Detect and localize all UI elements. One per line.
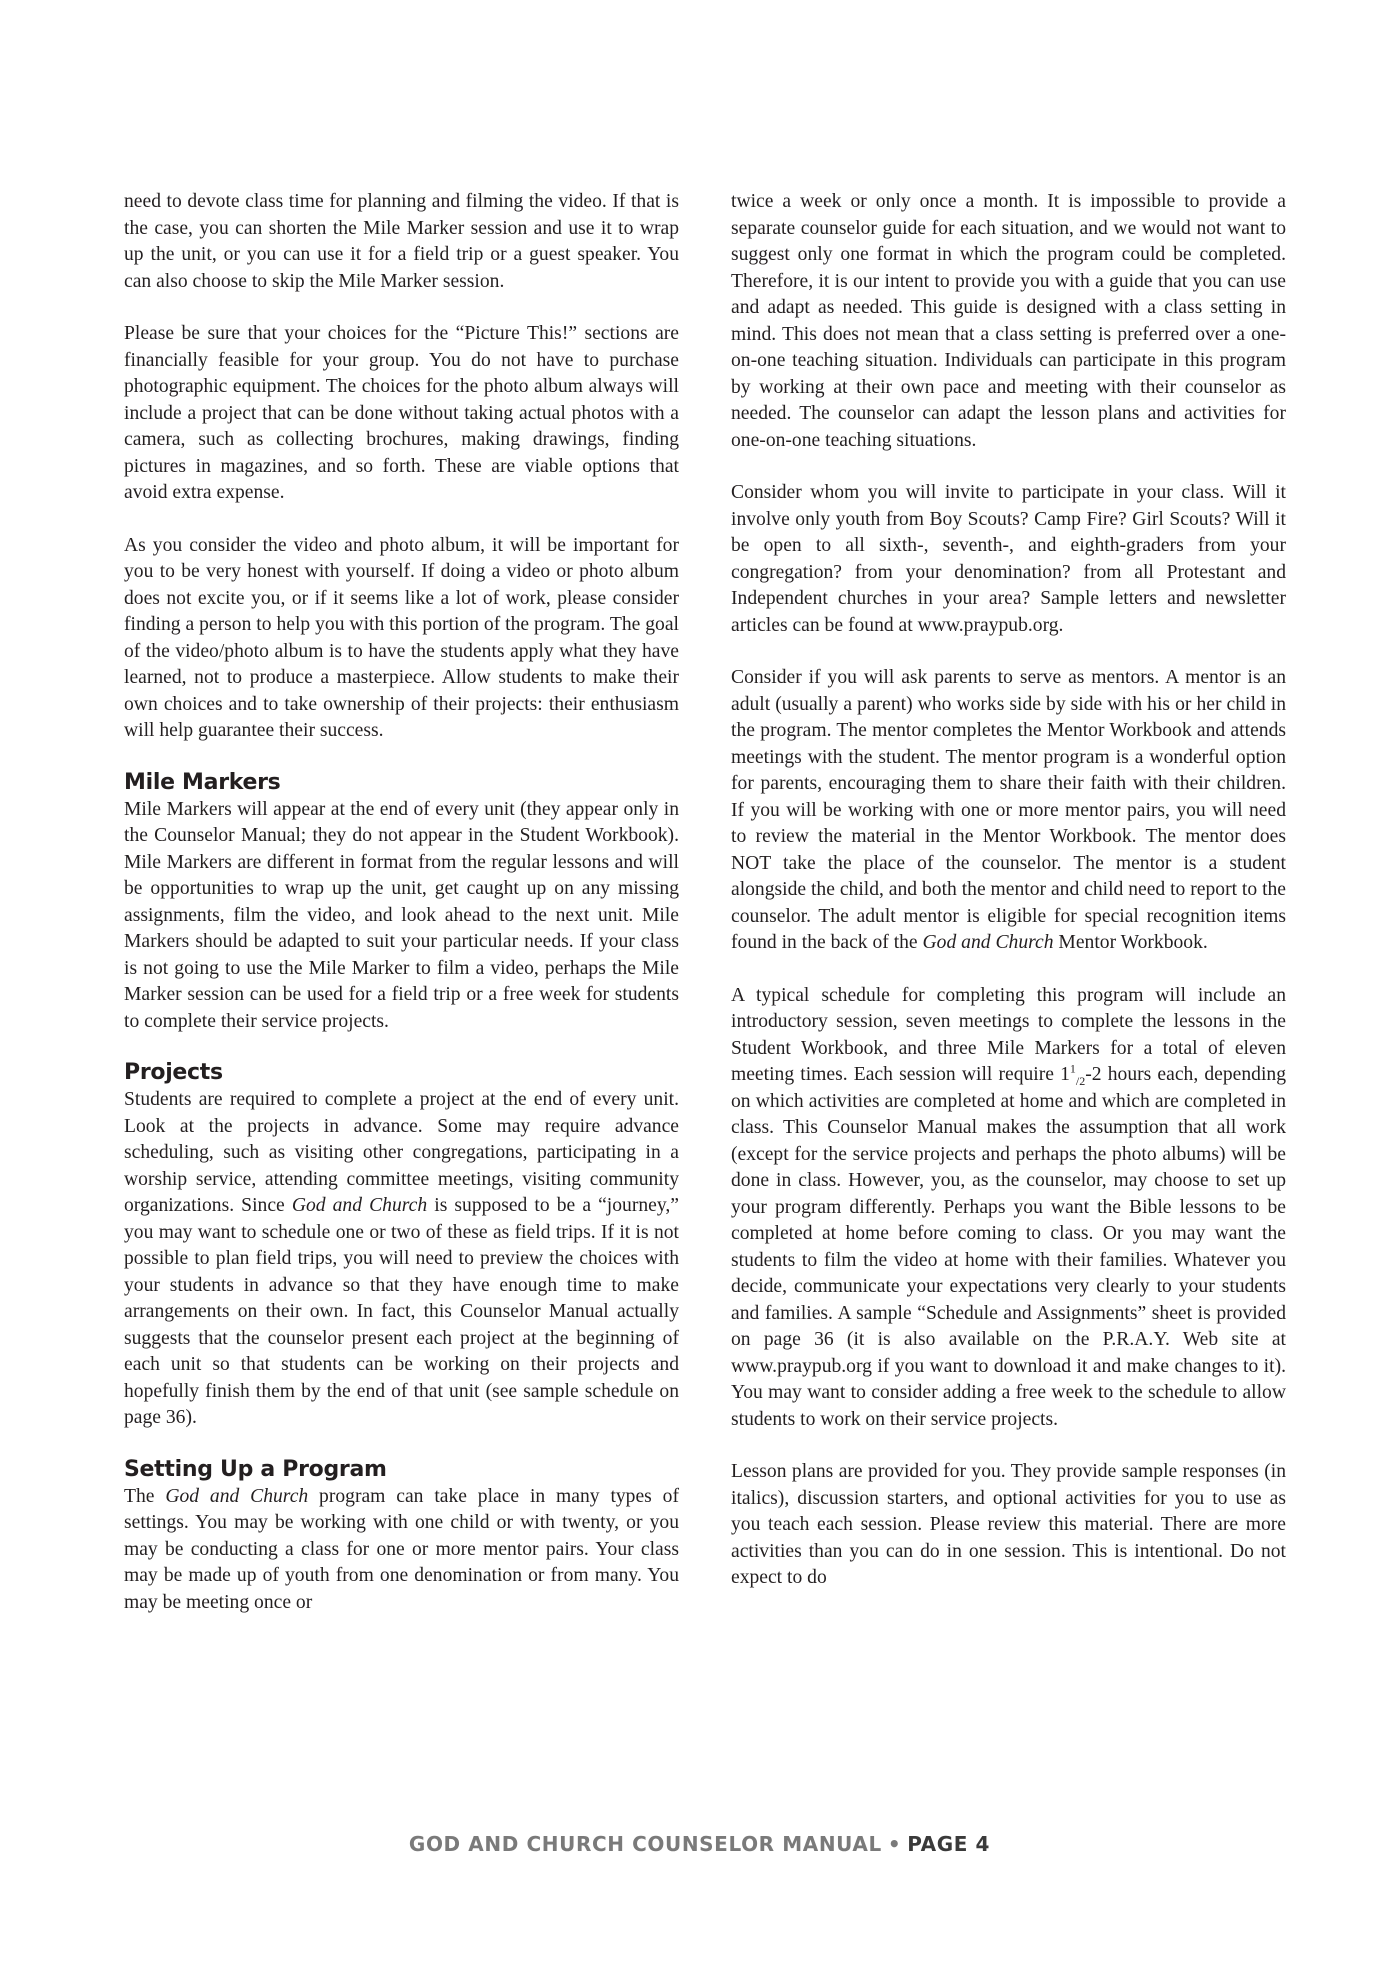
left-column: [124, 189, 679, 1616]
paragraph: As you consider the video and photo album, it will be important for you to be very honest with yourself. If doing a video or photo album does not excite you, or if it seems like a lot of work, please consider finding a person to help you with this portion of the program. The goal of the video/photo album is to have the students apply what they have learned, not to produce a masterpiece. Allow students to make their own choices and to take ownership of their projects: their enthusiasm will help guarantee their success.: [124, 534, 679, 741]
paragraph: need to devote class time for planning and filming the video. If that is the case, you can shorten the Mile Marker session and use it to wrap up the unit, or you can use it for a field trip or a guest speaker. You can also choose to skip the Mile Marker session.: [124, 191, 679, 292]
paragraph: Lesson plans are provided for you. They provide sample responses (in italics), discussion starters, and optional activities for you to use as you teach each session. Please review this material. There are more activities than you can do in one session. This is intentional. Do not expect to do: [731, 1461, 1286, 1588]
text-run: Consider if you will ask parents to serve as mentors. A mentor is an adult (usually a parent) who works side by side with his or her child in the program. The mentor completes the Mentor Workbook and attends meetings with the student. The mentor program is a wonderful option for parents, encouraging them to share their faith with their children. If you will be working with one or more mentor pairs, you will need to review the material in the Mentor Workbook. The mentor does NOT take the place of the counselor. The mentor is a student alongside the child, and both the mentor and child need to report to the counselor. The adult mentor is eligible for special recognition items found in the back of the: [731, 667, 1287, 953]
text-run: is supposed to be a “journey,” you may want to schedule one or two of these as field trips. If it is not possible to plan field trips, you will need to preview the choices with your students in advance so that they have enough time to make arrangements on their own. In fact, this Counselor Manual actually suggests that the counselor present each project at the beginning of each unit so that students can be working on their projects and hopefully finish them by the end of that unit (see sample schedule on page 36).: [124, 1195, 679, 1428]
text-run: Mentor Workbook.: [1053, 932, 1208, 953]
section-heading-mile-markers: Mile Markers: [124, 769, 281, 795]
fraction-numerator: 1: [1069, 1061, 1076, 1076]
paragraph: twice a week or only once a month. It is impossible to provide a separate counselor guide for each situation, and we would not want to suggest only one format in which the program could be completed. Therefore, it is our intent to provide you with a guide that you can use and adapt as needed. This guide is designed with a class setting in mind. This does not mean that a class setting is preferred over a one-on-one teaching situation. Individuals can participate in this program by working at their own pace and meeting with their counselor as needed. The counselor can adapt the lesson plans and activities for one-on-one teaching situations.: [731, 191, 1286, 451]
paragraph: Consider whom you will invite to participate in your class. Will it involve only youth from Boy Scouts? Camp Fire? Girl Scouts? Will it be open to all sixth-, seventh-, and eighth-graders from your congregation? from your denomination? from all Protestant and Independent churches in your area? Sample letters and newsletter articles can be found at www.praypub.org.: [731, 482, 1286, 636]
page-number: PAGE 4: [907, 1832, 991, 1856]
paragraph: [124, 1087, 679, 1432]
paragraph: [124, 1484, 679, 1617]
section-heading-projects: Projects: [124, 1060, 223, 1085]
fraction-denominator: /2: [1075, 1073, 1086, 1088]
paragraph: Please be sure that your choices for the “Picture This!” sections are financially feasible for your group. You do not have to purchase photographic equipment. The choices for the photo album always will include a project that can be done without taking actual photos with a camera, such as collecting brochures, making drawings, finding pictures in magazines, and so forth. These are viable options that avoid extra expense.: [124, 323, 679, 503]
right-column: [731, 189, 1286, 1592]
section-heading-setting-up: Setting Up a Program: [124, 1456, 387, 1482]
paragraph: [731, 983, 1286, 1434]
italic-title: God and Church: [291, 1195, 428, 1216]
text-run: A typical schedule for completing this program will include an introductory session, seven meetings to complete the lessons in the Student Workbook, and three Mile Markers for a total of eleven meeting times. Each session will require 1: [731, 984, 1286, 1085]
footer-title: GOD AND CHURCH COUNSELOR MANUAL: [408, 1832, 882, 1856]
text-run: The: [124, 1485, 166, 1507]
page-footer: [0, 1832, 1399, 1856]
text-run: -2 hours each, depending on which activities are completed at home and which are completed in class. This Counselor Manual makes the assumption that all work (except for the service projects and perhaps the photo albums) will be done in class. However, you, as the counselor, may choose to set up your program differently. Perhaps you want the Bible lessons to be completed at home before coming to class. Or you may want the students to film the video at home with their families. Whatever you decide, communicate your expectations very clearly to your students and families. A sample “Schedule and Assignments” sheet is provided on page 36 (it is also available on the P.R.A.Y. Web site at www.praypub.org if you want to download it and make changes to it). You may want to consider adding a free week to the schedule to allow students to work on their service projects.: [731, 1064, 1286, 1430]
footer-separator: •: [887, 1832, 902, 1856]
paragraph: Mile Markers will appear at the end of every unit (they appear only in the Counselor Manual; they do not appear in the Student Workbook). Mile Markers are different in format from the regular lessons and will be opportunities to wrap up the unit, get caught up on any missing assignments, film the video, and look ahead to the next unit. Mile Markers should be adapted to suit your particular needs. If your class is not going to use the Mile Marker to film a video, perhaps the Mile Marker session can be used for a field trip or a free week for students to complete their service projects.: [124, 798, 679, 1032]
italic-title: God and Church: [165, 1485, 309, 1507]
text-run: Students are required to complete a project at the end of every unit. Look at the projects in advance. Some may require advance scheduling, such as visiting other congregations, participating in a worship service, attending committee meetings, visiting community organizations. Since: [124, 1089, 679, 1216]
text-run: program can take place in many types of settings. You may be working with one child or with twenty, or you may be conducting a class for one or more mentor pairs. Your class may be made up of youth from one denomination or from many. You may be meeting once or: [124, 1485, 679, 1613]
paragraph: [731, 665, 1286, 957]
italic-title: God and Church: [922, 932, 1054, 953]
